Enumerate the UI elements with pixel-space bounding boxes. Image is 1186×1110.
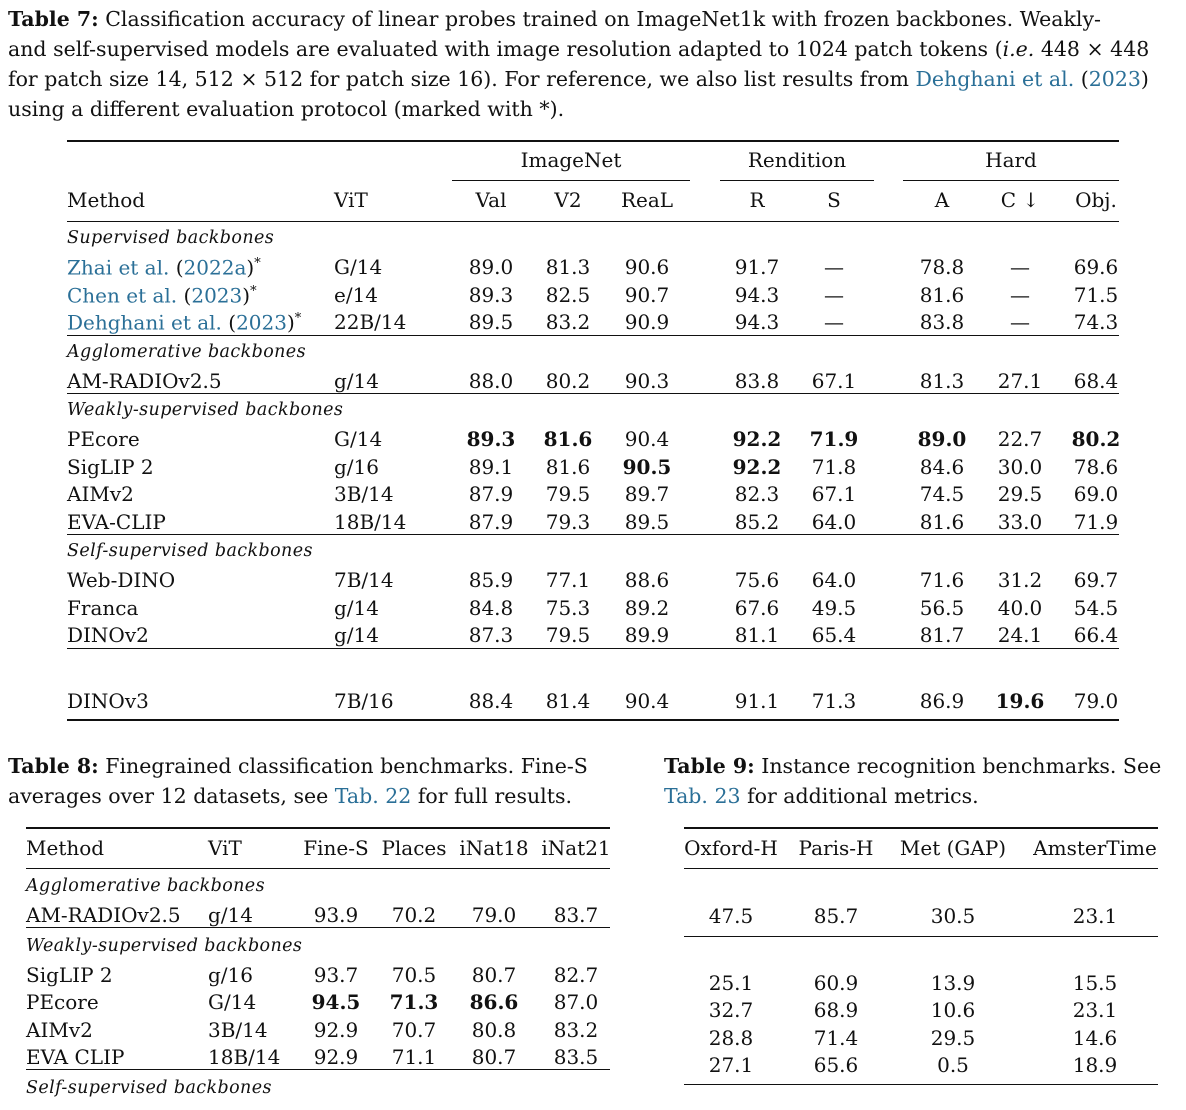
vit-cell: e/14	[334, 282, 379, 307]
value-cell: 23.1	[1072, 998, 1118, 1022]
value-cell: 83.8	[919, 310, 965, 334]
value-cell: 83.8	[734, 368, 780, 393]
value-cell: 91.7	[734, 255, 780, 279]
value-cell: 66.4	[1073, 623, 1119, 647]
method-cell: Franca	[67, 595, 139, 620]
value-cell: 71.6	[919, 568, 965, 592]
value-cell: 88.4	[468, 689, 514, 713]
value-cell: 81.3	[545, 255, 591, 279]
value-cell: 33.0	[997, 509, 1043, 534]
value-cell: 88.0	[468, 368, 514, 393]
table8-label: Table 8:	[8, 754, 99, 778]
value-cell: 81.4	[545, 689, 591, 713]
value-cell: 81.6	[543, 427, 593, 451]
method-cell: AM-RADIOv2.5	[26, 903, 181, 927]
value-cell: 94.5	[311, 990, 361, 1015]
value-cell: 89.7	[624, 482, 670, 506]
table9-caption	[664, 751, 1184, 811]
table-rule	[67, 335, 1119, 336]
value-cell: —	[1010, 282, 1030, 307]
value-cell: 70.5	[391, 963, 437, 988]
table-rule	[684, 1084, 1158, 1085]
value-cell: 81.6	[919, 509, 965, 534]
value-cell: 87.0	[553, 990, 599, 1015]
section-title: Self-supervised backbones	[67, 541, 313, 561]
value-cell: 94.3	[734, 310, 780, 334]
table-rule	[452, 180, 690, 181]
value-cell: 79.5	[545, 623, 591, 647]
value-cell: 81.7	[919, 623, 965, 647]
caption-text: Finegrained classification benchmarks. Fine-S	[105, 754, 588, 778]
value-cell: 93.9	[313, 903, 359, 927]
caption-text: for full results.	[411, 784, 572, 808]
vit-cell: 18B/14	[208, 1044, 281, 1069]
vit-cell: G/14	[334, 427, 383, 451]
value-cell: 25.1	[708, 971, 754, 995]
column-header: iNat21	[541, 836, 611, 860]
value-cell: 70.7	[391, 1017, 437, 1042]
column-header: Met (GAP)	[899, 836, 1007, 860]
caption-text: Instance recognition benchmarks. See	[761, 754, 1162, 778]
value-cell: 81.3	[919, 368, 965, 393]
value-cell: 89.3	[468, 282, 514, 307]
method-cell: Zhai et al. (2022a)*	[67, 255, 261, 280]
value-cell: 14.6	[1072, 1026, 1118, 1050]
table-rule	[720, 180, 874, 181]
value-cell: 75.3	[545, 595, 591, 620]
value-cell: 27.1	[708, 1053, 754, 1077]
value-cell: 30.0	[997, 454, 1043, 479]
value-cell: 23.1	[1072, 904, 1118, 928]
value-cell: 71.3	[389, 990, 439, 1015]
citation-year-link[interactable]: 2023	[236, 310, 287, 335]
value-cell: —	[1010, 255, 1030, 279]
method-cell: SigLIP 2	[26, 963, 113, 988]
caption-text: using a different evaluation protocol (marked with *).	[8, 97, 565, 121]
value-cell: 80.7	[471, 1044, 517, 1069]
citation-link[interactable]: Tab. 22	[334, 784, 412, 808]
value-cell: 90.3	[624, 368, 670, 393]
column-header: Oxford-H	[684, 836, 778, 860]
value-cell: 67.1	[811, 482, 857, 506]
value-cell: 90.6	[624, 255, 670, 279]
section-title: Agglomerative backbones	[67, 341, 306, 362]
value-cell: 75.6	[734, 568, 780, 592]
table-rule	[67, 140, 1119, 142]
value-cell: 64.0	[811, 568, 857, 592]
value-cell: 71.5	[1073, 282, 1119, 307]
column-header: Obj.	[1075, 188, 1117, 212]
citation-link[interactable]: Zhai et al.	[67, 255, 170, 280]
method-cell: EVA-CLIP	[67, 509, 166, 534]
value-cell: 65.4	[811, 623, 857, 647]
section-title: Agglomerative backbones	[26, 876, 265, 896]
value-cell: 90.5	[622, 454, 672, 479]
method-cell: Chen et al. (2023)*	[67, 283, 257, 308]
method-cell: AIMv2	[67, 482, 134, 506]
caption-text: for patch size 14, 512 × 512 for patch size 16). For reference, we also list results from	[8, 67, 916, 91]
column-header: iNat18	[459, 836, 529, 860]
value-cell: 71.8	[811, 454, 857, 479]
method-cell: AIMv2	[26, 1017, 93, 1042]
value-cell: 78.8	[919, 255, 965, 279]
caption-text: averages over 12 datasets, see	[8, 784, 335, 808]
table-rule	[26, 927, 610, 928]
table-rule	[684, 827, 1158, 829]
value-cell: 85.9	[468, 568, 514, 592]
value-cell: 90.4	[624, 427, 670, 451]
section-title: Weakly-supervised backbones	[67, 400, 344, 420]
value-cell: 64.0	[811, 509, 857, 534]
value-cell: 83.7	[553, 903, 599, 927]
vit-cell: g/14	[334, 368, 379, 393]
citation-link[interactable]: Chen et al.	[67, 283, 178, 308]
table-rule	[684, 868, 1158, 869]
method-cell: AM-RADIOv2.5	[67, 368, 222, 393]
table-rule	[67, 221, 1119, 222]
method-cell: DINOv3	[67, 689, 149, 713]
value-cell: 49.5	[811, 595, 857, 620]
value-cell: 87.9	[468, 482, 514, 506]
column-header: Paris-H	[798, 836, 874, 860]
table-rule	[26, 1069, 610, 1070]
value-cell: 13.9	[930, 971, 976, 995]
vit-cell: g/14	[334, 623, 379, 647]
value-cell: 19.6	[995, 689, 1045, 713]
value-cell: 31.2	[997, 568, 1043, 592]
value-cell: 65.6	[813, 1053, 859, 1077]
value-cell: 79.3	[545, 509, 591, 534]
vit-cell: g/14	[334, 595, 379, 620]
value-cell: 71.1	[391, 1044, 437, 1069]
column-header: V2	[554, 188, 582, 212]
value-cell: 82.3	[734, 482, 780, 506]
value-cell: 88.6	[624, 568, 670, 592]
method-cell: PEcore	[67, 427, 140, 451]
vit-cell: 7B/16	[334, 689, 394, 713]
value-cell: 74.5	[919, 482, 965, 506]
value-cell: 90.4	[624, 689, 670, 713]
value-cell: 69.6	[1073, 255, 1119, 279]
vit-cell: G/14	[334, 255, 383, 279]
caption-text: 448 × 448	[1034, 37, 1150, 61]
value-cell: 0.5	[937, 1053, 969, 1077]
value-cell: 92.9	[313, 1044, 359, 1069]
value-cell: 93.7	[313, 963, 359, 988]
value-cell: 89.3	[466, 427, 516, 451]
table9-label: Table 9:	[664, 754, 755, 778]
value-cell: 74.3	[1073, 310, 1119, 334]
column-header: ReaL	[620, 188, 674, 212]
column-header: A	[934, 188, 950, 212]
column-header: ViT	[334, 188, 368, 212]
value-cell: 87.3	[468, 623, 514, 647]
value-cell: 71.9	[809, 427, 859, 451]
value-cell: 69.0	[1073, 482, 1119, 506]
table-rule	[903, 180, 1119, 181]
value-cell: 89.0	[468, 255, 514, 279]
value-cell: 67.1	[811, 368, 857, 393]
value-cell: 83.5	[553, 1044, 599, 1069]
method-cell: EVA CLIP	[26, 1044, 125, 1069]
citation-year-link[interactable]: 2023	[1088, 67, 1141, 91]
table-rule	[67, 719, 1119, 721]
value-cell: 22.7	[997, 427, 1043, 451]
citation-link[interactable]: Dehghani et al.	[67, 310, 222, 335]
value-cell: —	[824, 255, 844, 279]
value-cell: 79.5	[545, 482, 591, 506]
vit-cell: 22B/14	[334, 310, 407, 334]
value-cell: 82.7	[553, 963, 599, 988]
group-header: Rendition	[747, 148, 847, 172]
value-cell: 69.7	[1073, 568, 1119, 592]
table7-caption: Table 7: Classification accuracy of linear probes trained on ImageNet1k with frozen backbones. Weakly- and self-supervised models are evaluated with image resolution adapted to 1024 patch tokens (i.e. 448 × 448 for patch size 14, 512 × 512 for patch size 16). For reference, we also list results from Dehghani et al. (2023) using a different evaluation protocol (marked with *).	[8, 7, 1150, 121]
column-header: ViT	[208, 836, 242, 860]
value-cell: 24.1	[997, 623, 1043, 647]
value-cell: 89.9	[624, 623, 670, 647]
value-cell: 90.9	[624, 310, 670, 334]
method-cell: DINOv2	[67, 623, 149, 647]
method-cell: SigLIP 2	[67, 454, 154, 479]
value-cell: 80.7	[471, 963, 517, 988]
value-cell: 89.5	[468, 310, 514, 334]
table8-caption	[8, 751, 638, 811]
value-cell: 85.2	[734, 509, 780, 534]
section-title: Self-supervised backbones	[26, 1078, 272, 1098]
column-header: R	[749, 188, 765, 212]
value-cell: 85.7	[813, 904, 859, 928]
column-header: Method	[67, 188, 146, 212]
value-cell: 84.8	[468, 595, 514, 620]
value-cell: 29.5	[997, 482, 1043, 506]
caption-text: and self-supervised models are evaluated with image resolution adapted to 1024 patch tokens (	[8, 37, 1003, 61]
group-header: ImageNet	[520, 148, 622, 172]
value-cell: 87.9	[468, 509, 514, 534]
column-header: Fine-S	[303, 836, 369, 860]
vit-cell: g/16	[208, 963, 253, 988]
value-cell: 89.5	[624, 509, 670, 534]
method-cell: Web-DINO	[67, 568, 176, 592]
method-cell: PEcore	[26, 990, 99, 1015]
citation-year-link[interactable]: 2022a	[183, 255, 247, 280]
value-cell: 80.8	[471, 1017, 517, 1042]
table-rule	[67, 648, 1119, 649]
value-cell: —	[824, 310, 844, 334]
value-cell: 94.3	[734, 282, 780, 307]
value-cell: 15.5	[1072, 971, 1118, 995]
value-cell: 80.2	[545, 368, 591, 393]
table-rule	[26, 827, 610, 829]
column-header: Val	[475, 188, 507, 212]
vit-cell: 3B/14	[208, 1017, 268, 1042]
value-cell: 29.5	[930, 1026, 976, 1050]
value-cell: 89.0	[917, 427, 967, 451]
vit-cell: 18B/14	[334, 509, 407, 534]
vit-cell: g/16	[334, 454, 379, 479]
value-cell: 89.1	[468, 454, 514, 479]
value-cell: 78.6	[1073, 454, 1119, 479]
column-header: Method	[26, 836, 105, 860]
value-cell: 82.5	[545, 282, 591, 307]
value-cell: 47.5	[708, 904, 754, 928]
value-cell: 79.0	[1073, 689, 1119, 713]
value-cell: 68.4	[1073, 368, 1119, 393]
value-cell: 92.2	[732, 427, 782, 451]
value-cell: 86.6	[469, 990, 519, 1015]
value-cell: 27.1	[997, 368, 1043, 393]
group-header: Hard	[985, 148, 1037, 172]
vit-cell: 7B/14	[334, 568, 394, 592]
column-header: Places	[381, 836, 447, 860]
value-cell: 92.9	[313, 1017, 359, 1042]
caption-text: for additional metrics.	[740, 784, 979, 808]
citation-link[interactable]: Dehghani et al.	[915, 67, 1075, 91]
value-cell: 81.6	[545, 454, 591, 479]
citation-year-link[interactable]: 2023	[191, 283, 243, 308]
value-cell: —	[824, 282, 844, 307]
value-cell: 67.6	[734, 595, 780, 620]
value-cell: 90.7	[624, 282, 670, 307]
table-rule	[67, 534, 1119, 535]
value-cell: 18.9	[1072, 1053, 1118, 1077]
value-cell: 54.5	[1073, 595, 1119, 620]
table-rule	[26, 868, 610, 869]
value-cell: 77.1	[545, 568, 591, 592]
table-rule	[67, 393, 1119, 394]
value-cell: 81.1	[734, 623, 780, 647]
value-cell: 81.6	[919, 282, 965, 307]
value-cell: 91.1	[734, 689, 780, 713]
value-cell: 32.7	[708, 998, 754, 1022]
section-title: Weakly-supervised backbones	[26, 936, 303, 957]
method-cell: Dehghani et al. (2023)*	[67, 310, 302, 335]
value-cell: 71.4	[813, 1026, 859, 1050]
value-cell: 70.2	[391, 903, 437, 927]
value-cell: 68.9	[813, 998, 859, 1022]
column-header: AmsterTime	[1033, 836, 1157, 860]
value-cell: 56.5	[919, 595, 965, 620]
value-cell: 83.2	[553, 1017, 599, 1042]
column-header: S	[827, 188, 841, 212]
value-cell: 30.5	[930, 904, 976, 928]
value-cell: 92.2	[732, 454, 782, 479]
table7-label: Table 7:	[8, 7, 99, 31]
column-header: C ↓	[1000, 188, 1040, 212]
value-cell: 79.0	[471, 903, 517, 927]
section-title: Supervised backbones	[67, 228, 275, 248]
vit-cell: G/14	[208, 990, 257, 1015]
value-cell: —	[1010, 310, 1030, 334]
value-cell: 71.9	[1073, 509, 1119, 534]
value-cell: 60.9	[813, 971, 859, 995]
value-cell: 89.2	[624, 595, 670, 620]
value-cell: 28.8	[708, 1026, 754, 1050]
citation-link[interactable]: Tab. 23	[664, 784, 741, 808]
vit-cell: 3B/14	[334, 482, 394, 506]
caption-text: Classification accuracy of linear probes trained on ImageNet1k with frozen backbones. Weakly-	[105, 7, 1101, 31]
value-cell: 10.6	[930, 998, 976, 1022]
table-rule	[684, 936, 1158, 937]
value-cell: 83.2	[545, 310, 591, 334]
value-cell: 84.6	[919, 454, 965, 479]
value-cell: 80.2	[1071, 427, 1121, 451]
value-cell: 40.0	[997, 595, 1043, 620]
caption-text: i.e.	[1002, 37, 1035, 61]
vit-cell: g/14	[208, 903, 253, 927]
value-cell: 86.9	[919, 689, 965, 713]
value-cell: 71.3	[811, 689, 857, 713]
